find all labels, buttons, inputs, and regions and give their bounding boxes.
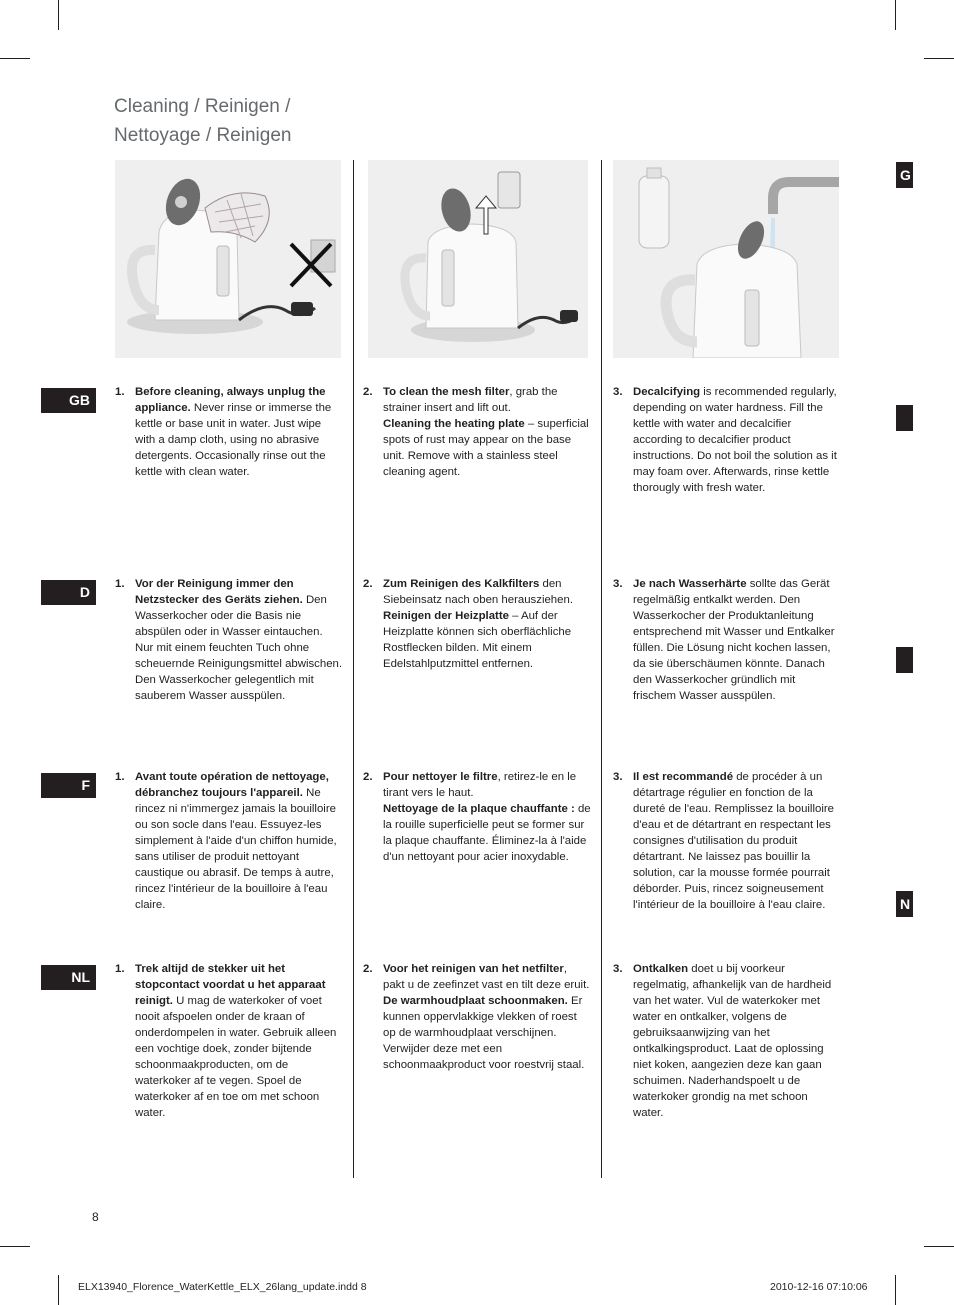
photo-decalcify [613,160,839,358]
edge-tab-g [896,162,913,188]
step-text: , pakt u de zeefinzet vast en tilt deze eruit. [383,963,590,991]
step-gb-1 [115,384,343,480]
crop-mark [895,1275,896,1305]
step-text: – Auf der Heizplatte können sich oberflächliche Rostflecken bilden. Mit einem Edelstahlputzmittel entfernen. [383,610,572,670]
kettle-unplug-illustration [115,160,341,358]
step-number: 2. [363,963,373,975]
crop-mark [0,58,30,59]
edge-tab [896,647,913,673]
edge-tab-letter: G [900,167,911,183]
step-number: 3. [613,578,623,590]
step-number: 2. [363,771,373,783]
step-number: 1. [115,963,125,975]
lang-label-f: F [41,773,96,798]
step-f-3 [613,769,839,913]
step-bold: Je nach Wasserhärte [633,578,747,590]
step-number: 1. [115,386,125,398]
crop-mark [924,1246,954,1247]
step-bold: Il est recommandé [633,771,734,783]
step-bold: Before cleaning, always unplug the appliance. [135,386,326,414]
step-text: , grab the strainer insert and lift out. [383,386,558,414]
edge-tab-letter: N [900,896,911,912]
step-bold: Reinigen der Heizplatte [383,610,509,622]
step-number: 2. [363,386,373,398]
step-gb-3 [613,384,839,496]
photo-unplug-kettle [115,160,341,358]
footer-date: 2010-12-16 07:10:06 [770,1281,868,1293]
title-line-2: Nettoyage / Reinigen [114,125,292,146]
footer-file: ELX13940_Florence_WaterKettle_ELX_26lang_update.indd 8 [78,1281,367,1293]
crop-mark [895,0,896,30]
step-number: 3. [613,963,623,975]
page-title [114,92,291,150]
step-nl-2 [363,961,591,1073]
crop-mark [0,1246,30,1247]
column-divider [353,160,354,1178]
step-text: Den Wasserkocher oder die Basis nie abspülen oder in Wasser eintauchen. Nur mit einem feuchten Tuch ohne scheuernde Reinigungsmittel abwischen. Den Wasserkocher gelegentlich mit sauberem Wasser ausspülen. [135,594,343,702]
lang-label-nl: NL [41,965,96,990]
kettle-decalcify-illustration [613,160,839,358]
lang-label-d: D [41,580,96,605]
step-d-2 [363,576,591,672]
crop-mark [58,0,59,30]
step-number: 1. [115,578,125,590]
crop-mark [58,1275,59,1305]
step-bold: Ontkalken [633,963,689,975]
step-text: de procéder à un détartrage régulier en fonction de la dureté de l'eau. Remplissez la bouilloire d'eau et de détartrant en respectant les consignes d'utilisation du produit détartrant. Ne laissez pas bouillir la solution, car la mousse formée pourrait déborder. Puis, rincez soigneusement l'intérieur de la bouilloire à l'eau claire. [633,771,834,911]
step-text: sollte das Gerät regelmäßig entkalkt werden. Den Wasserkocher der Produktanleitung entsprechend mit Wasser und Entkalker füllen. Die Lösung nicht kochen lassen, da sie überschäumen könnte. Danach den Wasserkocher gründlich mit frischem Wasser ausspülen. [633,578,835,702]
step-bold: Vor der Reinigung immer den Netzstecker des Geräts ziehen. [135,578,303,606]
step-bold: Nettoyage de la plaque chauffante : [383,803,575,815]
step-text: Er kunnen oppervlakkige vlekken of roest op de warmhoudplaat verschijnen. Verwijder deze met een schoonmaakproduct voor roestvrij staal. [383,995,585,1071]
step-bold: Zum Reinigen des Kalkfilters [383,578,540,590]
step-number: 3. [613,771,623,783]
step-number: 1. [115,771,125,783]
step-number: 3. [613,386,623,398]
step-text: de la rouille superficielle peut se former sur la plaque chauffante. Éliminez-la à l'aide d'un nettoyant pour acier inoxydable. [383,803,591,863]
step-f-1 [115,769,345,913]
edge-tab [896,405,913,431]
step-bold: Decalcifying [633,386,701,398]
step-f-2 [363,769,591,865]
step-bold: Trek altijd de stekker uit het stopcontact voordat u het apparaat reinigt. [135,963,326,1007]
step-text: doet u bij voorkeur regelmatig, afhankelijk van de hardheid van het water. Vul de waterkoker met water en ontkalker, volgens de gebruiksaanwijzing van het ontkalkingsproduct. Laat de oplossing niet koken, aangezien deze kan gaan schuimen. Naderhandspoelt u de waterkoker grondig na met schoon water. [633,963,832,1119]
step-bold: Pour nettoyer le filtre [383,771,498,783]
step-nl-3 [613,961,841,1121]
step-number: 2. [363,578,373,590]
step-bold: Avant toute opération de nettoyage, débranchez toujours l'appareil. [135,771,329,799]
step-bold: Cleaning the heating plate [383,418,525,430]
step-bold: To clean the mesh filter [383,386,510,398]
title-line-1: Cleaning / Reinigen / [114,96,291,117]
step-nl-1 [115,961,343,1121]
step-bold: De warmhoudplaat schoonmaken. [383,995,568,1007]
crop-mark [924,58,954,59]
page-number: 8 [92,1210,99,1224]
photo-remove-filter [368,160,588,358]
step-d-1 [115,576,343,704]
step-text: Ne rincez ni n'immergez jamais la bouilloire ou son socle dans l'eau. Essuyez-les simplement à l'aide d'un chiffon humide, sans utiliser de produit nettoyant caustique ou abrasif. De temps à autre, rincez l'intérieur de la bouilloire à l'eau claire. [135,787,337,911]
lang-label-gb: GB [41,388,96,413]
step-text: U mag de waterkoker of voet nooit afspoelen onder de kraan of onderdompelen in water. Gebruik alleen een vochtige doek, zonder bijtende schoonmaakproducten, om de waterkoker af te vegen. Spoel de waterkoker af en toe om met schoon water. [135,995,337,1119]
step-text: is recommended regularly, depending on water hardness. Fill the kettle with water and decalcifier according to decalcifier product instructions. Do not boil the solution as it may foam over. Afterwards, rinse kettle thorougly with fresh water. [633,386,837,494]
step-text: , retirez-le en le tirant vers le haut. [383,771,577,799]
step-text: – superficial spots of rust may appear on the base unit. Remove with a stainless steel cleaning agent. [383,418,589,478]
edge-tab-n [896,891,913,917]
step-text: Never rinse or immerse the kettle or base unit in water. Just wipe with a damp cloth, using no abrasive detergents. Occasionally rinse out the kettle with clean water. [135,402,332,478]
step-gb-2 [363,384,591,480]
column-divider [601,160,602,1178]
step-bold: Voor het reinigen van het netfilter [383,963,564,975]
kettle-filter-illustration [368,160,588,358]
step-text: den Siebeinsatz nach oben herausziehen. [383,578,573,606]
step-d-3 [613,576,839,704]
